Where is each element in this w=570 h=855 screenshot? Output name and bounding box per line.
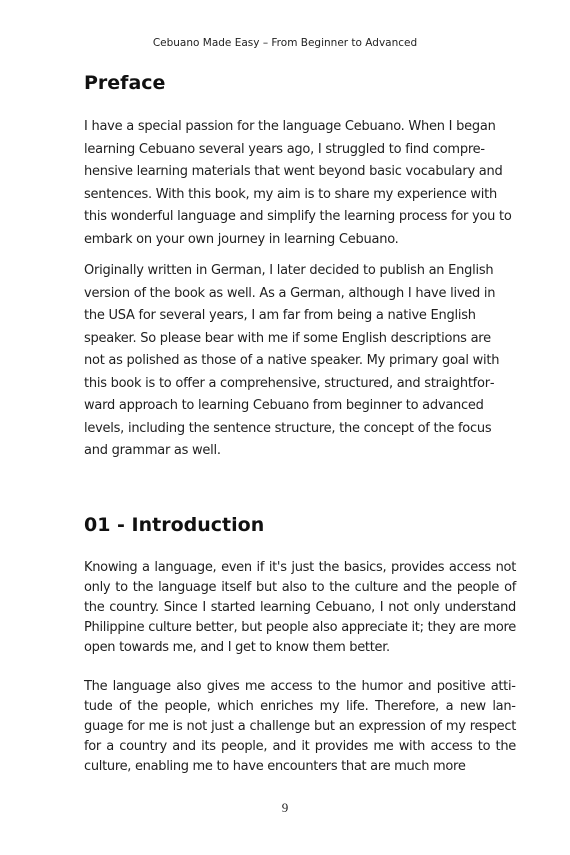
running-header: Cebuano Made Easy – From Beginner to Advanced [152,37,418,49]
preface-body [84,116,514,463]
preface-paragraph-1: I have a special passion for the language Cebuano. When I began learning Cebuano several years ago, I struggled to find comprehensive learning materials that went beyond basic vocabulary and sentences. With this book, my aim is to share my experience with this wonderful language and simplify the learning process for you to embark on your own journey in learning Cebuano. [84,119,512,247]
introduction-paragraph-2: The language also gives me access to the humor and positive attitude of the people, which enriches my life. Therefore, a new language for me is not just a challenge but an expression of my respect for a country and its people, and it provides me with access to the culture, enabling me to have encounters that are much more [84,679,516,774]
preface-paragraph-2: Originally written in German, I later decided to publish an English version of the book as well. As a German, although I have lived in the USA for several years, I am far from being a native English speaker. So please bear with me if some English descriptions are not as polished as those of a native speaker. My primary goal with this book is to offer a comprehensive, structured, and straightforward approach to learning Cebuano from beginner to advanced levels, including the sentence structure, the concept of the focus and grammar as well. [84,263,500,458]
introduction-heading: 01 - Introduction [84,514,265,536]
page-number: 9 [281,800,289,815]
preface-heading: Preface [84,72,166,94]
introduction-body [84,558,516,777]
introduction-paragraph-1: Knowing a language, even if it's just the basics, provides access not only to the language itself but also to the culture and the people of the country. Since I started learning Cebuano, I not only understand Philippine culture better, but people also appreciate it; they are more open towards me, and I get to know them better. [84,560,516,655]
